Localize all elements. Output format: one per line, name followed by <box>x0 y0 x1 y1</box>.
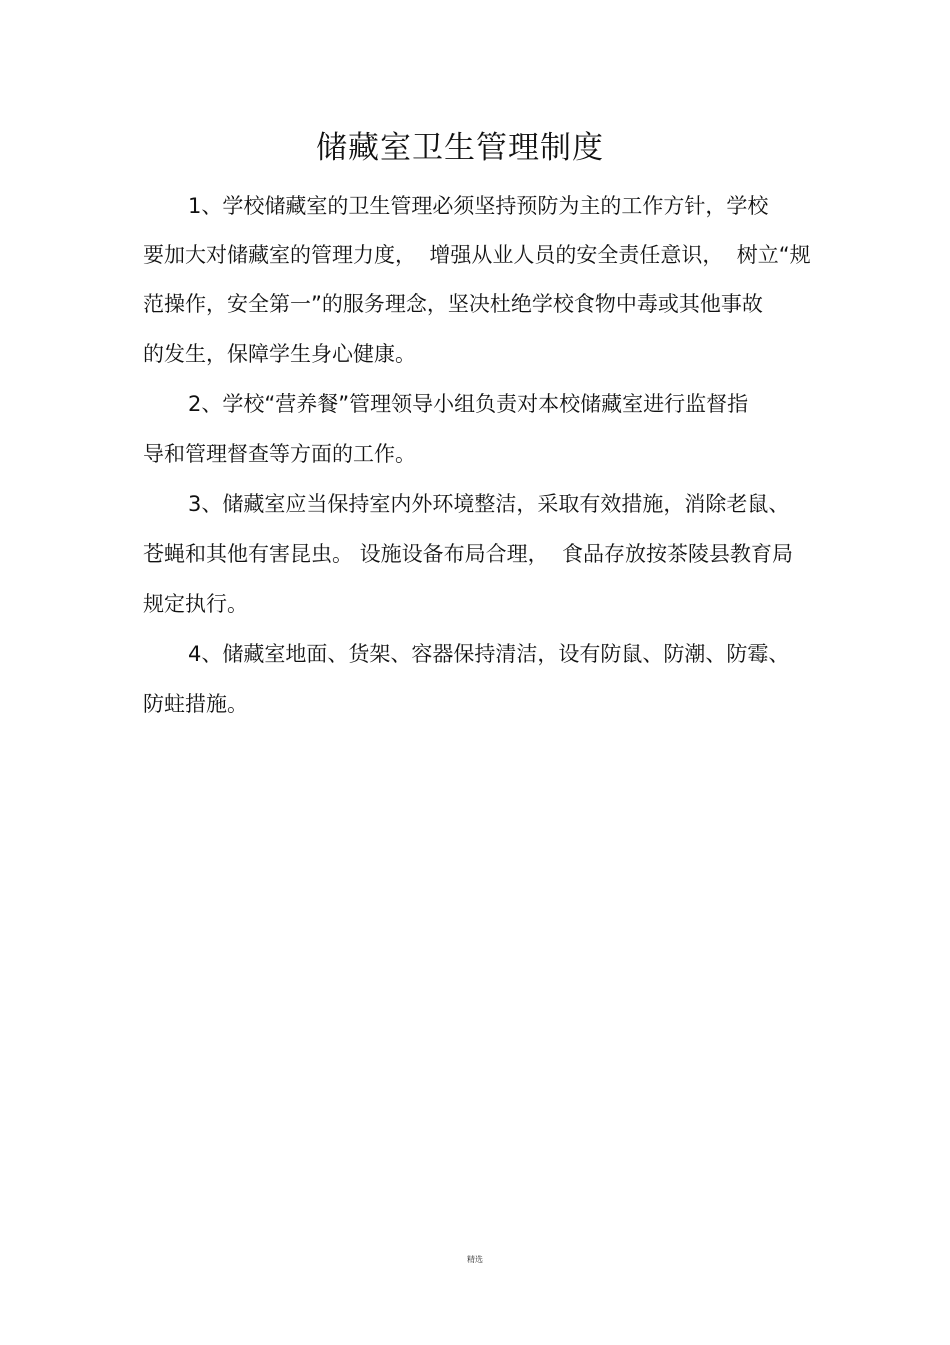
paragraph-2-line-1: 2、学校“营养餐”管理领导小组负责对本校储藏室进行监督指 <box>188 392 749 416</box>
paragraph-1-line-4: 的发生，保障学生身心健康。 <box>143 342 416 366</box>
page-footer: 精选 <box>467 1255 483 1264</box>
paragraph-4-line-1: 4、储藏室地面、货架、容器保持清洁，设有防鼠、防潮、防霉、 <box>188 642 790 666</box>
paragraph-3-line-3: 规定执行。 <box>143 592 248 616</box>
page-title: 储藏室卫生管理制度 <box>316 130 604 166</box>
paragraph-2-line-2: 导和管理督查等方面的工作。 <box>143 442 416 466</box>
paragraph-3-line-1: 3、储藏室应当保持室内外环境整洁，采取有效措施，消除老鼠、 <box>188 492 790 516</box>
paragraph-1-line-2: 要加大对储藏室的管理力度， 增强从业人员的安全责任意识， 树立“规 <box>143 243 811 267</box>
paragraph-1-line-1: 1、学校储藏室的卫生管理必须坚持预防为主的工作方针，学校 <box>188 194 769 218</box>
paragraph-4-line-2: 防蛀措施。 <box>143 692 248 716</box>
paragraph-3-line-2: 苍蝇和其他有害昆虫。 设施设备布局合理， 食品存放按茶陵县教育局 <box>143 542 794 566</box>
paragraph-1-line-3: 范操作，安全第一”的服务理念，坚决杜绝学校食物中毒或其他事故 <box>143 292 763 316</box>
